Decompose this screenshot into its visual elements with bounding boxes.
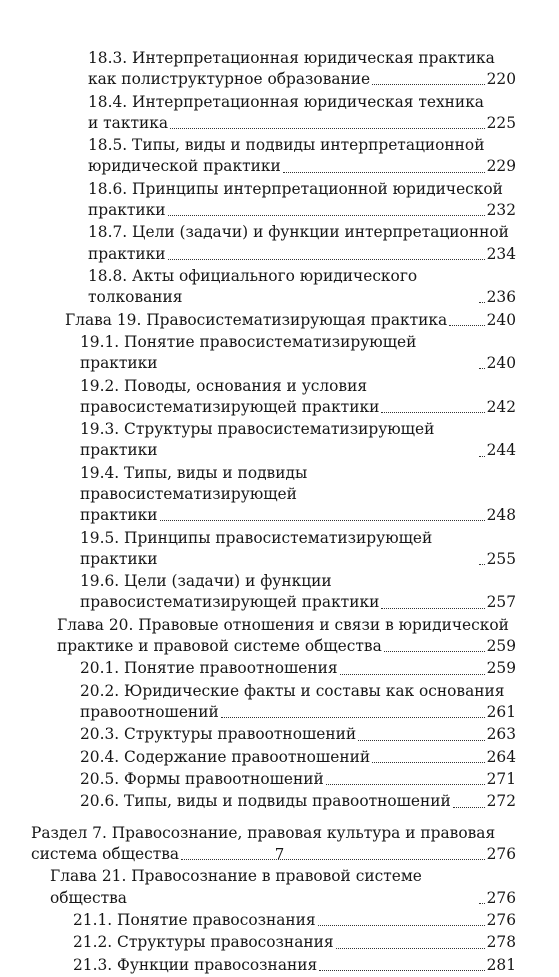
toc-entry-title-line: 18.8. Акты официального юридического толкования <box>88 266 418 307</box>
toc-entry-title-line: правоотношений <box>80 702 219 721</box>
dot-leader <box>479 368 485 369</box>
toc-entry-title-line: 18.4. Интерпретационная юридическая техника <box>88 92 484 111</box>
dot-leader <box>168 215 485 216</box>
toc-entry <box>0 135 559 177</box>
toc-entry-title-line: 20.2. Юридические факты и составы как основания <box>80 681 505 700</box>
toc-page-number: 240 <box>486 310 516 329</box>
toc-entry-title-line: практики <box>88 200 166 219</box>
toc-page-number: 276 <box>486 888 516 907</box>
toc-page-number: 278 <box>486 933 516 952</box>
toc-entry-title-line: правосистематизирующей практики <box>80 397 380 416</box>
toc-entry <box>0 681 559 723</box>
toc-entry-last-line <box>57 636 516 657</box>
dot-leader <box>384 651 485 652</box>
toc-entry <box>0 419 559 461</box>
toc-entry-title-line: Глава 20. Правовые отношения и связи в юридической <box>57 615 509 634</box>
toc-page-number: 232 <box>486 200 516 219</box>
dot-leader <box>449 325 484 326</box>
toc-entry-last-line <box>80 791 516 812</box>
toc-page-number: 234 <box>486 244 516 263</box>
toc-entry-title-line: практике и правовой системе общества <box>57 636 382 655</box>
toc-entry-title-line: 18.5. Типы, виды и подвиды интерпретационной <box>88 136 485 155</box>
toc-entry-title-line: как полиструктурное образование <box>88 70 371 89</box>
toc-page-number: 276 <box>486 911 516 930</box>
toc-entry-title-line: 20.4. Содержание правоотношений <box>80 747 371 766</box>
toc-entry-last-line <box>88 266 516 308</box>
toc-entry-title-line: и тактика <box>88 113 169 132</box>
toc-entry-last-line <box>80 397 516 418</box>
toc-entry-last-line <box>80 658 516 679</box>
dot-leader <box>479 456 485 457</box>
toc-entry <box>0 910 559 931</box>
toc-entry-last-line <box>80 724 516 745</box>
toc-entry-title-line: Глава 21. Правосознание в правовой системе общества <box>50 867 422 907</box>
toc-entry-title-line: 20.1. Понятие правоотношения <box>80 659 338 678</box>
toc-entry-title-line: 19.4. Типы, виды и подвиды правосистематизирующей <box>80 463 308 503</box>
toc-entry <box>0 310 559 331</box>
toc-entry-title-line: 20.6. Типы, виды и подвиды правоотношений <box>80 792 451 811</box>
toc-entry <box>0 528 559 570</box>
dot-leader <box>372 84 484 85</box>
dot-leader <box>336 948 485 949</box>
toc-page-number: 259 <box>486 636 516 655</box>
toc-page-number: 248 <box>486 506 516 525</box>
toc-entry-last-line <box>73 932 516 953</box>
toc-entry <box>0 179 559 221</box>
dot-leader <box>283 172 485 173</box>
toc-entry <box>0 658 559 679</box>
toc-page-number: 236 <box>486 288 516 307</box>
toc-entry-last-line <box>80 505 516 526</box>
dot-leader <box>479 564 485 565</box>
toc-entry-title-line: 21.1. Понятие правосознания <box>73 911 316 930</box>
toc-entry <box>0 48 559 90</box>
toc-entry-title-line: Глава 19. Правосистематизирующая практика <box>65 310 448 329</box>
toc-page-number: 240 <box>486 354 516 373</box>
toc-entry-title-line: система общества <box>31 845 180 864</box>
toc-entry <box>0 463 559 527</box>
dot-leader <box>160 520 485 521</box>
toc-entry-last-line <box>88 200 516 221</box>
toc-entry-title-line: 19.2. Поводы, основания и условия <box>80 376 368 395</box>
toc-entry-last-line <box>88 69 516 90</box>
dot-leader <box>319 970 484 971</box>
toc-entry <box>0 724 559 745</box>
toc-entry <box>0 332 559 374</box>
dot-leader <box>318 925 485 926</box>
toc-entry <box>0 955 559 976</box>
toc-entry-last-line <box>50 866 516 908</box>
toc-entry-last-line <box>80 702 516 723</box>
table-of-contents <box>0 48 559 977</box>
toc-entry-title-line: практики <box>80 506 158 525</box>
section-gap <box>0 814 559 823</box>
page-number: 7 <box>274 845 285 863</box>
toc-page-number: 263 <box>486 725 516 744</box>
toc-entry-title-line: 20.3. Структуры правоотношений <box>80 725 357 744</box>
toc-entry-title-line: 19.1. Понятие правосистематизирующей практики <box>80 332 417 373</box>
toc-entry-title-line: Раздел 7. Правосознание, правовая культура и правовая <box>31 823 496 842</box>
toc-entry-last-line <box>80 332 516 374</box>
toc-entry-title-line: 18.7. Цели (задачи) и функции интерпретационной <box>88 223 509 242</box>
dot-leader <box>479 903 485 904</box>
toc-page-number: 257 <box>486 593 516 612</box>
toc-page-number: 271 <box>486 770 516 789</box>
toc-entry-title-line: юридической практики <box>88 157 281 176</box>
dot-leader <box>168 259 485 260</box>
toc-entry <box>0 769 559 790</box>
toc-entry-last-line <box>65 310 516 331</box>
dot-leader <box>326 784 485 785</box>
toc-entry-title-line: 20.5. Формы правоотношений <box>80 770 324 789</box>
toc-entry <box>0 222 559 264</box>
dot-leader <box>340 674 485 675</box>
toc-page-number: 261 <box>486 702 516 721</box>
toc-entry-title-line: 21.2. Структуры правосознания <box>73 933 334 952</box>
toc-entry-title-line: 19.6. Цели (задачи) и функции <box>80 572 332 591</box>
toc-entry-last-line <box>73 955 516 976</box>
toc-entry <box>0 791 559 812</box>
toc-page-number: 272 <box>486 792 516 811</box>
toc-page-number: 276 <box>486 845 516 864</box>
toc-entry <box>0 866 559 908</box>
toc-entry-title-line: 21.3. Функции правосознания <box>73 955 318 974</box>
toc-page-number: 255 <box>486 549 516 568</box>
toc-entry-last-line <box>80 747 516 768</box>
toc-page-number: 244 <box>486 441 516 460</box>
toc-entry-last-line <box>88 156 516 177</box>
toc-entry-last-line <box>80 769 516 790</box>
toc-entry-title-line: 19.5. Принципы правосистематизирующей практики <box>80 528 433 568</box>
dot-leader <box>381 608 484 609</box>
toc-page-number: 225 <box>486 113 516 132</box>
toc-entry-title-line: правосистематизирующей практики <box>80 593 380 612</box>
dot-leader <box>479 302 485 303</box>
toc-entry-title-line: 19.3. Структуры правосистематизирующей практики <box>80 420 435 460</box>
dot-leader <box>372 762 485 763</box>
toc-entry <box>0 571 559 613</box>
dot-leader <box>453 807 485 808</box>
toc-entry-last-line <box>80 528 516 570</box>
toc-entry-title-line: 18.6. Принципы интерпретационной юридической <box>88 179 503 198</box>
toc-page-number: 259 <box>486 659 516 678</box>
toc-entry <box>0 932 559 953</box>
toc-entry-last-line <box>80 592 516 613</box>
toc-entry <box>0 615 559 657</box>
toc-entry <box>0 747 559 768</box>
toc-page-number: 281 <box>486 955 516 974</box>
toc-entry <box>0 266 559 308</box>
dot-leader <box>170 128 485 129</box>
toc-page-number: 264 <box>486 747 516 766</box>
toc-page-number: 229 <box>486 157 516 176</box>
dot-leader <box>358 740 484 741</box>
toc-entry-title-line: практики <box>88 244 166 263</box>
toc-entry-last-line <box>80 419 516 461</box>
toc-page-number: 242 <box>486 397 516 416</box>
toc-entry <box>0 92 559 134</box>
toc-entry-last-line <box>88 113 516 134</box>
toc-entry-last-line <box>73 910 516 931</box>
toc-entry <box>0 376 559 418</box>
toc-entry-title-line: 18.3. Интерпретационная юридическая практика <box>88 49 495 67</box>
dot-leader <box>221 717 485 718</box>
toc-entry-last-line <box>88 244 516 265</box>
dot-leader <box>381 412 484 413</box>
toc-page-number: 220 <box>486 70 516 89</box>
